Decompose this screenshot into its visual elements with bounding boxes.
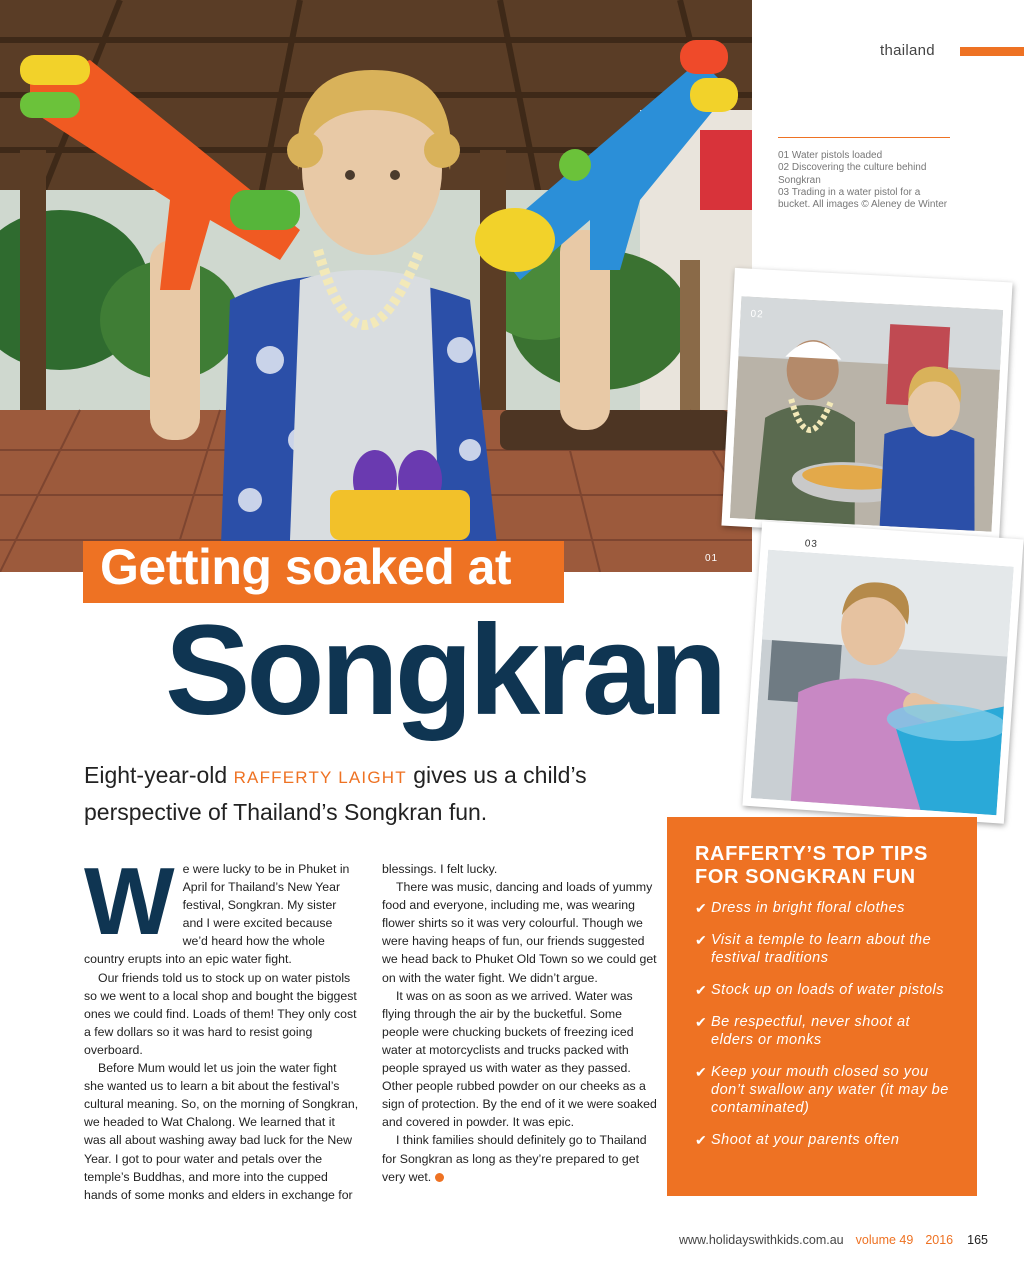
checkmark-icon: ✔ <box>695 1132 708 1148</box>
tip-item <box>695 981 955 999</box>
tip-text: Keep your mouth closed so you don’t swallow any water (it may be contaminated) <box>711 1064 949 1116</box>
article-column-1 <box>84 848 359 1204</box>
tip-text: Be respectful, never shoot at elders or monks <box>711 1014 911 1048</box>
tip-item <box>695 1013 955 1049</box>
article-paragraph-2: Our friends told us to stock up on water pistols so we went to a local shop and bought the biggest ones we could find. Loads of them! They only cost a few dollars so it was hard to resist going overboard. <box>84 970 357 1057</box>
caption-03: 03 Trading in a water pistol for a bucket. All images © Aleney de Winter <box>778 186 948 211</box>
photo-captions <box>778 150 954 211</box>
article-p6-text: I think families should definitely go to Thailand for Songkran as long as they’re prepared to get very wet. <box>382 1133 647 1184</box>
drop-cap: W <box>84 848 175 955</box>
standfirst-rest: gives us a child’s perspective of Thailand’s Songkran fun. <box>84 762 587 825</box>
caption-01: 01 Water pistols loaded <box>778 150 883 161</box>
article-paragraph-6 <box>382 1131 657 1185</box>
page-footer <box>679 1233 988 1247</box>
author-name: RAFFERTY LAIGHT <box>233 768 407 787</box>
headline-kicker: Getting soaked at <box>100 539 512 595</box>
checkmark-icon: ✔ <box>695 982 708 998</box>
article-paragraph-5: It was on as soon as we arrived. Water was flying through the air by the bucketful. Some people were chucking buckets of freezing iced water at motorcyclists and trucks packed with people sprayed us with water as they passed. Other people rubbed powder on our cheeks as a sign of protection. By the end of it we were soaked and covered in powder. It was epic. <box>382 988 657 1130</box>
footer-year: 2016 <box>925 1233 954 1247</box>
article-paragraph-3-continued: blessings. I felt lucky. <box>382 862 498 876</box>
headline-main: Songkran <box>165 599 724 742</box>
article-paragraph-3: Before Mum would let us join the water fight she wanted us to learn a bit about the festival’s cultural meaning. So, on the morning of Songkran, we headed to Wat Chalong. We learned that it was all about washing away bad luck for the New Year. I got to pour water and petals over the temple’s Buddhas, and more into the cupped hands of some monks and elders in exchange for <box>84 1061 359 1202</box>
checkmark-icon: ✔ <box>695 1014 708 1030</box>
checkmark-icon: ✔ <box>695 900 708 916</box>
tip-item <box>695 899 955 917</box>
photo-label-03: 03 <box>804 538 819 551</box>
page-number: 165 <box>967 1233 988 1247</box>
article-paragraph-1 <box>84 848 359 969</box>
checkmark-icon: ✔ <box>695 932 708 948</box>
tip-item <box>695 931 955 967</box>
section-tag-bar <box>960 47 1024 56</box>
article-column-2 <box>382 860 657 1186</box>
photo-02-illustration <box>730 296 1003 531</box>
standfirst-intro: Eight-year-old <box>84 762 234 788</box>
polaroid-photo-02 <box>721 268 1012 540</box>
tip-text: Dress in bright floral clothes <box>711 900 905 916</box>
caption-divider <box>778 137 950 138</box>
hero-photo-illustration <box>0 0 752 572</box>
tip-item <box>695 1131 955 1149</box>
footer-url[interactable]: www.holidayswithkids.com.au <box>678 1233 844 1247</box>
top-tips-title: RAFFERTY’S TOP TIPS FOR SONGKRAN FUN <box>695 843 928 888</box>
article-p1-text: e were lucky to be in Phuket in April for Thailand’s New Year festival, Songkran. My sister and I were excited because we’d heard how the whole country erupts into an epic water fight. <box>84 862 350 967</box>
caption-02: 02 Discovering the culture behind Songkran <box>778 162 927 186</box>
footer-volume: volume 49 <box>855 1233 914 1247</box>
photo-label-01: 01 <box>705 553 719 564</box>
polaroid-photo-03 <box>742 521 1023 824</box>
photo-03-illustration <box>751 550 1014 816</box>
article-paragraph-4: There was music, dancing and loads of yummy food and everyone, including me, was wearing flower shirts so it was very colourful. Though we were having heaps of fun, our friends suggested we head back to Phuket Old Town so we could get on with the water fight. We didn’t argue. <box>382 880 657 985</box>
top-tips-box <box>667 817 977 1196</box>
section-tag: thailand <box>880 42 935 59</box>
end-mark-icon <box>435 1173 444 1182</box>
tip-text: Stock up on loads of water pistols <box>711 982 945 998</box>
checkmark-icon: ✔ <box>695 1064 708 1080</box>
tip-item <box>695 1063 955 1117</box>
hero-photo-boy-with-water-pistols <box>0 0 752 572</box>
tip-text: Visit a temple to learn about the festival traditions <box>711 932 932 966</box>
standfirst <box>84 758 684 829</box>
tip-text: Shoot at your parents often <box>711 1132 900 1148</box>
photo-label-02: 02 <box>750 308 764 321</box>
